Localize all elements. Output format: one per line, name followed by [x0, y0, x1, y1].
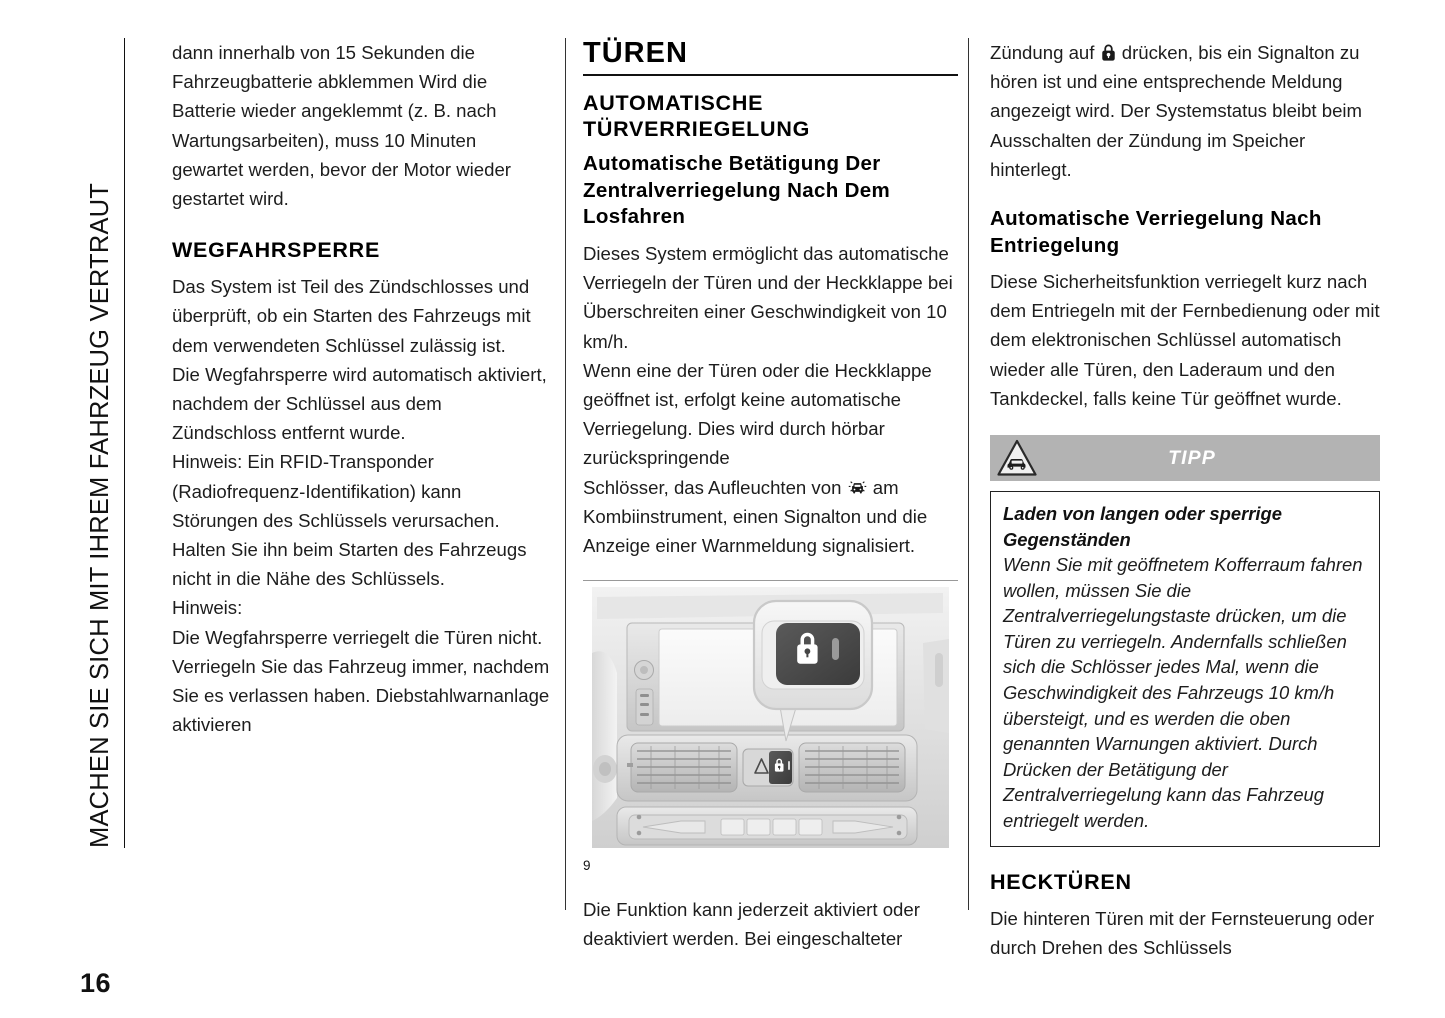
paragraph-wenn-eine-der-tueren: Wenn eine der Türen oder die Heckklappe geöffnet ist, erfolgt keine automatische Verriegelung. Dies wird durch hörbar zurückspringende	[583, 359, 932, 469]
paragraph-funktion-aktivieren: Die Funktion kann jederzeit aktiviert oder deaktiviert werden. Bei eingeschalteter	[583, 899, 920, 950]
column-2	[583, 38, 958, 954]
paragraph-schloesser-post: am Kombiinstrument, einen Signalton und die Anzeige einer Warnmeldung signalisiert.	[583, 476, 928, 556]
tipp-heading: Laden von langen oder sperrige Gegenständen	[1003, 503, 1282, 550]
chapter-tab-label: MACHEN SIE SICH MIT IHREM FAHRZEUG VERTRAUT	[85, 182, 114, 848]
dashboard-center-console-illustration	[583, 583, 958, 856]
central-locking-button-illustration	[769, 751, 792, 784]
warning-triangle-car-icon	[996, 437, 1038, 479]
paragraph-sicherheitsfunktion: Diese Sicherheitsfunktion verriegelt kurz nach dem Entriegeln mit der Fernbedienung oder mit dem elektronischen Schlüssel automatisch wieder alle Türen, den Laderaum und den Tankdeckel, falls keine Tür geöffnet wurde.	[990, 271, 1380, 409]
tipp-callout	[990, 435, 1380, 847]
paragraph-wegfahrsperre-aktiviert: Die Wegfahrsperre wird automatisch aktiviert, nachdem der Schlüssel aus dem Zündschloss entfernt wurde.	[172, 363, 547, 444]
paragraph-zuendung-post: drücken, bis ein Signalton zu hören ist und eine entsprechende Meldung angezeigt wird. Der Systemstatus bleibt beim Ausschalten der Zündung im Speicher hinterlegt.	[990, 42, 1363, 180]
column-divider-1	[565, 38, 566, 910]
paragraph-system-teil-zuendschloss: Das System ist Teil des Zündschlosses und überprüft, ob ein Starten des Fahrzeugs mit dem verwendeten Schlüssel zulässig ist.	[172, 276, 531, 356]
note-label-1: Hinweis:	[172, 451, 243, 473]
chapter-tab-rule	[124, 38, 125, 848]
figure-dashboard	[583, 580, 958, 873]
chapter-tab	[78, 38, 132, 848]
heading-hecktueren: HECKTÜREN	[990, 869, 1132, 894]
note-rfid	[172, 447, 550, 593]
note-verriegelung-text: Die Wegfahrsperre verriegelt die Türen nicht. Verriegeln Sie das Fahrzeug immer, nachdem Sie es verlassen haben. Diebstahlwarnanlage aktivieren	[172, 626, 550, 736]
paragraph-continued: dann innerhalb von 15 Sekunden die Fahrzeugbatterie abklemmen Wird die Batterie wieder angeklemmt (z. B. nach Wartungsarbeiten), muss 10 Minuten gewartet werden, bevor der Motor wieder gestartet wird.	[172, 42, 511, 210]
heading-automatische-betaetigung: Automatische Betätigung Der Zentralverriegelung Nach Dem Losfahren	[583, 152, 891, 229]
column-1	[172, 38, 550, 739]
paragraph-hecktueren: Die hinteren Türen mit der Fernsteuerung oder durch Drehen des Schlüssels	[990, 907, 1375, 958]
paragraph-schloesser-aufleuchten	[583, 473, 958, 561]
heading-tueren: TÜREN	[583, 38, 958, 76]
column-3	[990, 38, 1380, 962]
note-text-1: Ein RFID-Transponder (Radiofrequenz-Identifikation) kann Störungen des Schlüssels verursachen. Halten Sie ihn beim Starten des Fahrzeugs nicht in die Nähe des Schlüssels.	[172, 451, 527, 590]
padlock-locked-icon	[1100, 43, 1117, 62]
car-alarm-icon	[847, 476, 868, 497]
tipp-text: Wenn Sie mit geöffnetem Kofferraum fahren wollen, müssen Sie die Zentralverriegelungstaste drücken, um die Türen zu verriegeln. Andernfalls schließen sich die Schlösser jedes Mal, wenn die Geschwindigkeit des Fahrzeugs 10 km/h übersteigt, und es werden die oben genannten Warnungen aktiviert. Durch Drücken der Betätigung der Zentralverriegelung kann das Fahrzeug entriegelt werden.	[1003, 554, 1363, 831]
heading-automatische-verriegelung-nach-entriegelung: Automatische Verriegelung Nach Entriegelung	[990, 207, 1322, 257]
heading-automatische-tuerverriegelung: AUTOMATISCHE TÜRVERRIEGELUNG	[583, 91, 811, 142]
tipp-header-bar	[990, 435, 1380, 481]
paragraph-zuendung-druecken	[990, 38, 1380, 184]
heading-wegfahrsperre: WEGFAHRSPERRE	[172, 238, 381, 263]
paragraph-schloesser-pre: Schlösser, das Aufleuchten von	[583, 476, 847, 498]
page-number: 16	[80, 968, 112, 998]
tipp-body-box	[990, 491, 1380, 847]
tipp-title: TIPP	[1168, 446, 1216, 469]
figure-top-rule	[583, 580, 958, 581]
paragraph-zuendung-pre: Zündung auf	[990, 42, 1100, 63]
note-verriegelung-label-line: Hinweis:	[172, 597, 243, 619]
figure-number: 9	[583, 858, 591, 874]
column-divider-2	[968, 38, 969, 910]
paragraph-dieses-system: Dieses System ermöglicht das automatische Verriegeln der Türen und der Heckklappe bei Überschreiten einer Geschwindigkeit von 10 km/h.	[583, 242, 953, 352]
